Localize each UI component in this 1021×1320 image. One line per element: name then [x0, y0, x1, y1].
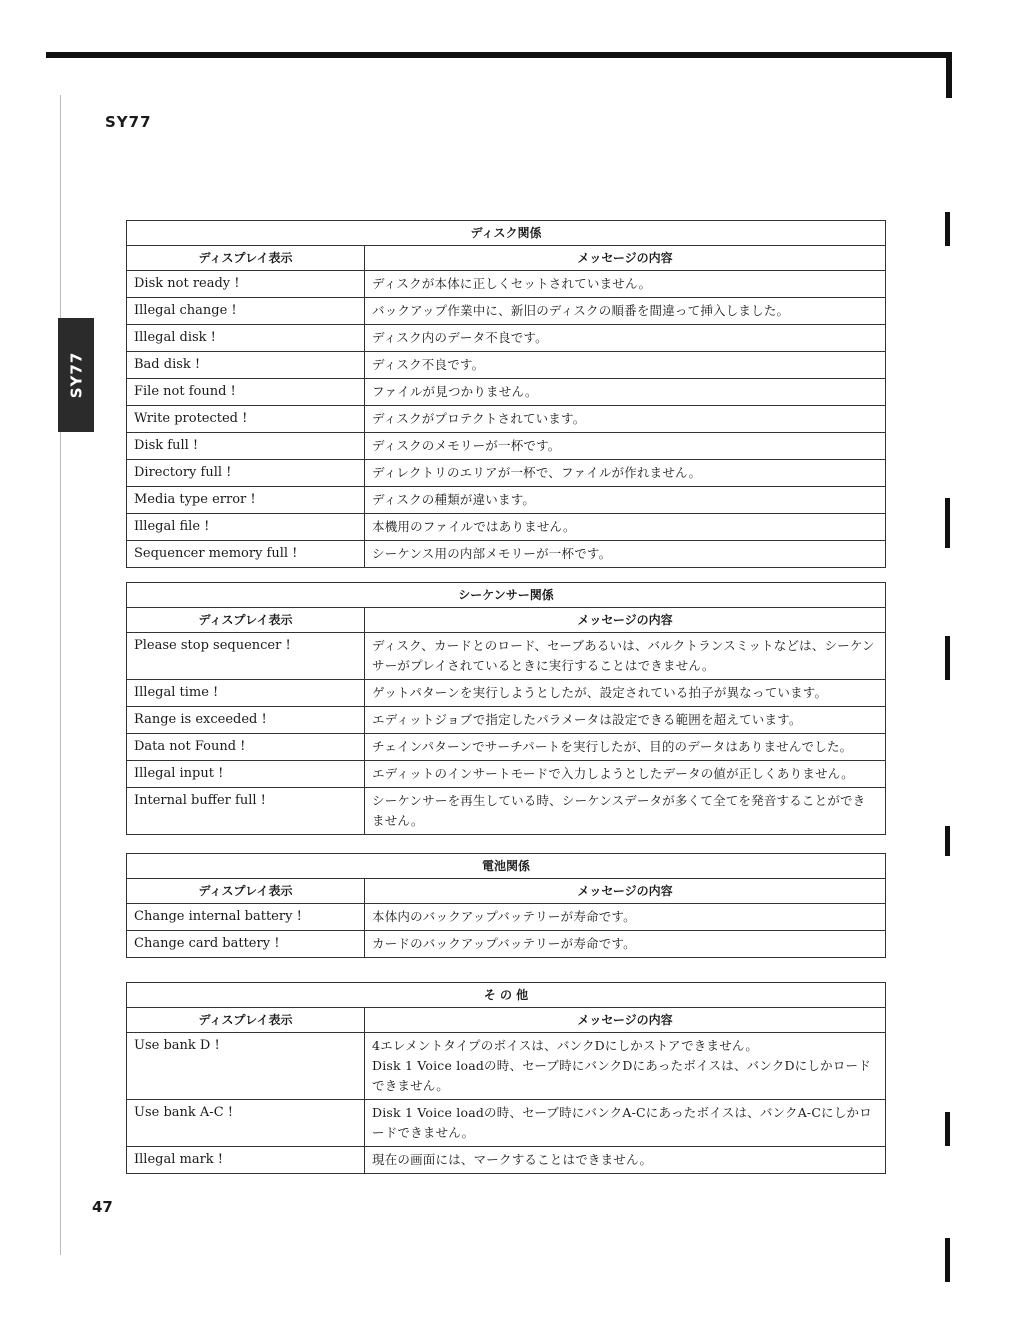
message-text: ディスク不良です。 [365, 352, 886, 379]
right-rule [946, 52, 952, 98]
message-text: ゲットパターンを実行しようとしたが、設定されている拍子が異なっています。 [365, 680, 886, 707]
display-text: Change card battery ! [127, 931, 365, 958]
table-title: そ の 他 [127, 983, 886, 1008]
table-row [127, 433, 886, 460]
display-text: Range is exceeded ! [127, 707, 365, 734]
message-text: 現在の画面には、マークすることはできません。 [365, 1147, 886, 1174]
table-title: ディスク関係 [127, 221, 886, 246]
message-text: バックアップ作業中に、新旧のディスクの順番を間違って挿入しました。 [365, 298, 886, 325]
display-text: Illegal file ! [127, 514, 365, 541]
page-number: 47 [92, 1198, 113, 1216]
message-text: シーケンス用の内部メモリーが一杯です。 [365, 541, 886, 568]
display-text: Illegal input ! [127, 761, 365, 788]
table-row [127, 406, 886, 433]
message-text: ディスク、カードとのロード、セーブあるいは、バルクトランスミットなどは、シーケンサーがプレイされているときに実行することはできません。 [365, 633, 886, 680]
table-row [127, 1033, 886, 1100]
display-text: Write protected ! [127, 406, 365, 433]
table-row [127, 707, 886, 734]
message-text: ディレクトリのエリアが一杯で、ファイルが作れません。 [365, 460, 886, 487]
message-text: エディットのインサートモードで入力しようとしたデータの値が正しくありません。 [365, 761, 886, 788]
message-text: Disk 1 Voice loadの時、セーブ時にバンクA-Cにあったボイスは、バンクA-Cにしかロードできません。 [365, 1100, 886, 1147]
edge-mark [945, 1112, 950, 1146]
edge-mark [945, 498, 950, 548]
table-row [127, 541, 886, 568]
column-header-message: メッセージの内容 [365, 879, 886, 904]
display-text: Disk full ! [127, 433, 365, 460]
display-text: Change internal battery ! [127, 904, 365, 931]
edge-mark [945, 826, 950, 856]
edge-mark [945, 212, 950, 246]
display-text: Illegal disk ! [127, 325, 365, 352]
column-header-message: メッセージの内容 [365, 608, 886, 633]
table-row [127, 734, 886, 761]
message-text: ディスクがプロテクトされています。 [365, 406, 886, 433]
table-row [127, 788, 886, 835]
top-rule [46, 52, 952, 58]
display-text: Sequencer memory full ! [127, 541, 365, 568]
side-tab [58, 318, 94, 432]
message-text: ディスク内のデータ不良です。 [365, 325, 886, 352]
battery-messages-table [126, 853, 886, 958]
table-row [127, 298, 886, 325]
edge-mark [945, 636, 950, 680]
table-row [127, 931, 886, 958]
display-text: Illegal change ! [127, 298, 365, 325]
message-line: Disk 1 Voice loadの時、セーブ時にバンクDにあったボイスは、バンクDにしかロードできません。 [372, 1058, 871, 1093]
message-text: ディスクが本体に正しくセットされていません。 [365, 271, 886, 298]
display-text: Illegal time ! [127, 680, 365, 707]
table-row [127, 460, 886, 487]
column-header-display: ディスプレイ表示 [127, 608, 365, 633]
display-text: File not found ! [127, 379, 365, 406]
message-text: シーケンサーを再生している時、シーケンスデータが多くて全てを発音することができません。 [365, 788, 886, 835]
table-title: 電池関係 [127, 854, 886, 879]
table-title: シーケンサー関係 [127, 583, 886, 608]
side-tab-label: SY77 [67, 351, 86, 399]
table-row [127, 633, 886, 680]
message-text: ディスクのメモリーが一杯です。 [365, 433, 886, 460]
sequencer-messages-table [126, 582, 886, 835]
table-row [127, 1147, 886, 1174]
message-text: ディスクの種類が違います。 [365, 487, 886, 514]
message-text [365, 1033, 886, 1100]
message-text: ファイルが見つかりません。 [365, 379, 886, 406]
table-row [127, 352, 886, 379]
message-text: エディットジョブで指定したパラメータは設定できる範囲を超えています。 [365, 707, 886, 734]
message-text: カードのバックアップバッテリーが寿命です。 [365, 931, 886, 958]
message-text: チェインパターンでサーチパートを実行したが、目的のデータはありませんでした。 [365, 734, 886, 761]
column-header-message: メッセージの内容 [365, 246, 886, 271]
display-text: Data not Found ! [127, 734, 365, 761]
table-row [127, 514, 886, 541]
table-row [127, 379, 886, 406]
table-row [127, 487, 886, 514]
table-row [127, 904, 886, 931]
table-row [127, 761, 886, 788]
message-line: 4エレメントタイプのボイスは、バンクDにしかストアできません。 [372, 1038, 759, 1053]
display-text: Please stop sequencer ! [127, 633, 365, 680]
other-messages-table [126, 982, 886, 1174]
display-text: Disk not ready ! [127, 271, 365, 298]
display-text: Directory full ! [127, 460, 365, 487]
display-text: Bad disk ! [127, 352, 365, 379]
display-text: Use bank D ! [127, 1033, 365, 1100]
disk-messages-table [126, 220, 886, 568]
message-text: 本機用のファイルではありません。 [365, 514, 886, 541]
column-header-display: ディスプレイ表示 [127, 879, 365, 904]
table-row [127, 1100, 886, 1147]
header-model: SY77 [105, 113, 152, 131]
column-header-display: ディスプレイ表示 [127, 246, 365, 271]
display-text: Internal buffer full ! [127, 788, 365, 835]
table-row [127, 680, 886, 707]
display-text: Illegal mark ! [127, 1147, 365, 1174]
display-text: Media type error ! [127, 487, 365, 514]
left-margin-line [60, 95, 61, 1255]
display-text: Use bank A-C ! [127, 1100, 365, 1147]
message-text: 本体内のバックアップバッテリーが寿命です。 [365, 904, 886, 931]
table-row [127, 325, 886, 352]
column-header-display: ディスプレイ表示 [127, 1008, 365, 1033]
table-row [127, 271, 886, 298]
edge-mark [945, 1238, 950, 1282]
column-header-message: メッセージの内容 [365, 1008, 886, 1033]
